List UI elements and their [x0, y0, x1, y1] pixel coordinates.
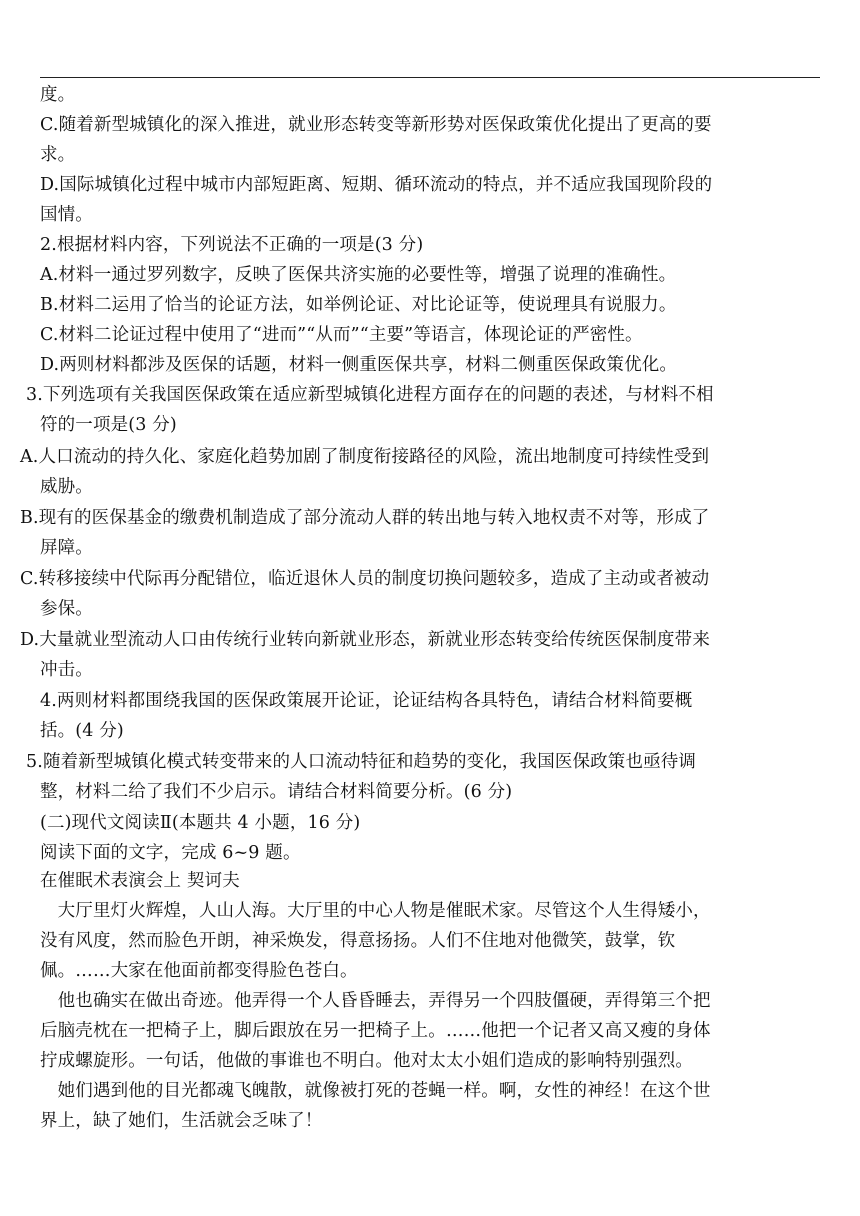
question-stem: 整，材料二给了我们不少启示。请结合材料简要分析。(6 分) [40, 782, 513, 802]
text-line: D.国际城镇化过程中城市内部短距离、短期、循环流动的特点，并不适应我国现阶段的 [40, 175, 713, 195]
option-line: B.材料二运用了恰当的论证方法，如举例论证、对比论证等，使说理具有说服力。 [40, 295, 677, 315]
text-line: 求。 [40, 145, 76, 165]
paragraph-line: 他也确实在做出奇迹。他弄得一个人昏昏睡去，弄得另一个四肢僵硬，弄得第三个把 [40, 991, 711, 1011]
option-line: D.两则材料都涉及医保的话题，材料一侧重医保共享，材料二侧重医保政策优化。 [40, 355, 678, 375]
option-line: B.现有的医保基金的缴费机制造成了部分流动人群的转出地与转入地权责不对等，形成了 [20, 508, 710, 528]
paragraph-line: 没有风度，然而脸色开朗，神采焕发，得意扬扬。人们不住地对他微笑，鼓掌，钦 [40, 931, 676, 951]
question-stem: 5.随着新型城镇化模式转变带来的人口流动特征和趋势的变化，我国医保政策也亟待调 [26, 752, 697, 772]
option-line: A.材料一通过罗列数字，反映了医保共济实施的必要性等，增强了说理的准确性。 [40, 265, 677, 285]
section-instruction: 阅读下面的文字，完成 6~9 题。 [40, 843, 301, 863]
text-line: C.随着新型城镇化的深入推进，就业形态转变等新形势对医保政策优化提出了更高的要 [40, 115, 712, 135]
section-heading: (二)现代文阅读Ⅱ(本题共 4 小题，16 分) [40, 813, 361, 833]
question-stem: 4.两则材料都围绕我国的医保政策展开论证，论证结构各具特色，请结合材料简要概 [40, 691, 693, 711]
paragraph-line: 后脑壳枕在一把椅子上，脚后跟放在另一把椅子上。……他把一个记者又高又瘦的身体 [40, 1021, 711, 1041]
paragraph-line: 佩。……大家在他面前都变得脸色苍白。 [40, 961, 358, 981]
text-line: 国情。 [40, 205, 93, 225]
paragraph-line: 拧成螺旋形。一句话，他做的事谁也不明白。他对太太小姐们造成的影响特别强烈。 [40, 1051, 694, 1071]
paragraph-line: 大厅里灯火辉煌，人山人海。大厅里的中心人物是催眠术家。尽管这个人生得矮小， [40, 901, 711, 921]
option-line: 威胁。 [40, 477, 93, 497]
option-line: 参保。 [40, 599, 93, 619]
option-line: D.大量就业型流动人口由传统行业转向新就业形态，新就业形态转变给传统医保制度带来 [20, 630, 710, 650]
option-line: C.转移接续中代际再分配错位，临近退休人员的制度切换问题较多，造成了主动或者被动 [20, 569, 710, 589]
option-line: 屏障。 [40, 538, 93, 558]
question-stem: 2.根据材料内容，下列说法不正确的一项是(3 分) [40, 235, 424, 255]
question-stem: 括。(4 分) [40, 721, 124, 741]
paragraph-line: 界上，缺了她们，生活就会乏味了！ [40, 1111, 323, 1131]
option-line: 冲击。 [40, 660, 93, 680]
question-stem: 符的一项是(3 分) [40, 415, 177, 435]
header-rule [40, 77, 820, 78]
story-title: 在催眠术表演会上 契诃夫 [40, 871, 240, 891]
paragraph-line: 她们遇到他的目光都魂飞魄散，就像被打死的苍蝇一样。啊，女性的神经！在这个世 [40, 1081, 711, 1101]
option-line: A.人口流动的持久化、家庭化趋势加剧了制度衔接路径的风险，流出地制度可持续性受到 [20, 447, 710, 467]
question-stem: 3.下列选项有关我国医保政策在适应新型城镇化进程方面存在的问题的表述，与材料不相 [26, 385, 714, 405]
text-line: 度。 [40, 85, 76, 105]
option-line: C.材料二论证过程中使用了“进而”“从而”“主要”等语言，体现论证的严密性。 [40, 325, 643, 345]
